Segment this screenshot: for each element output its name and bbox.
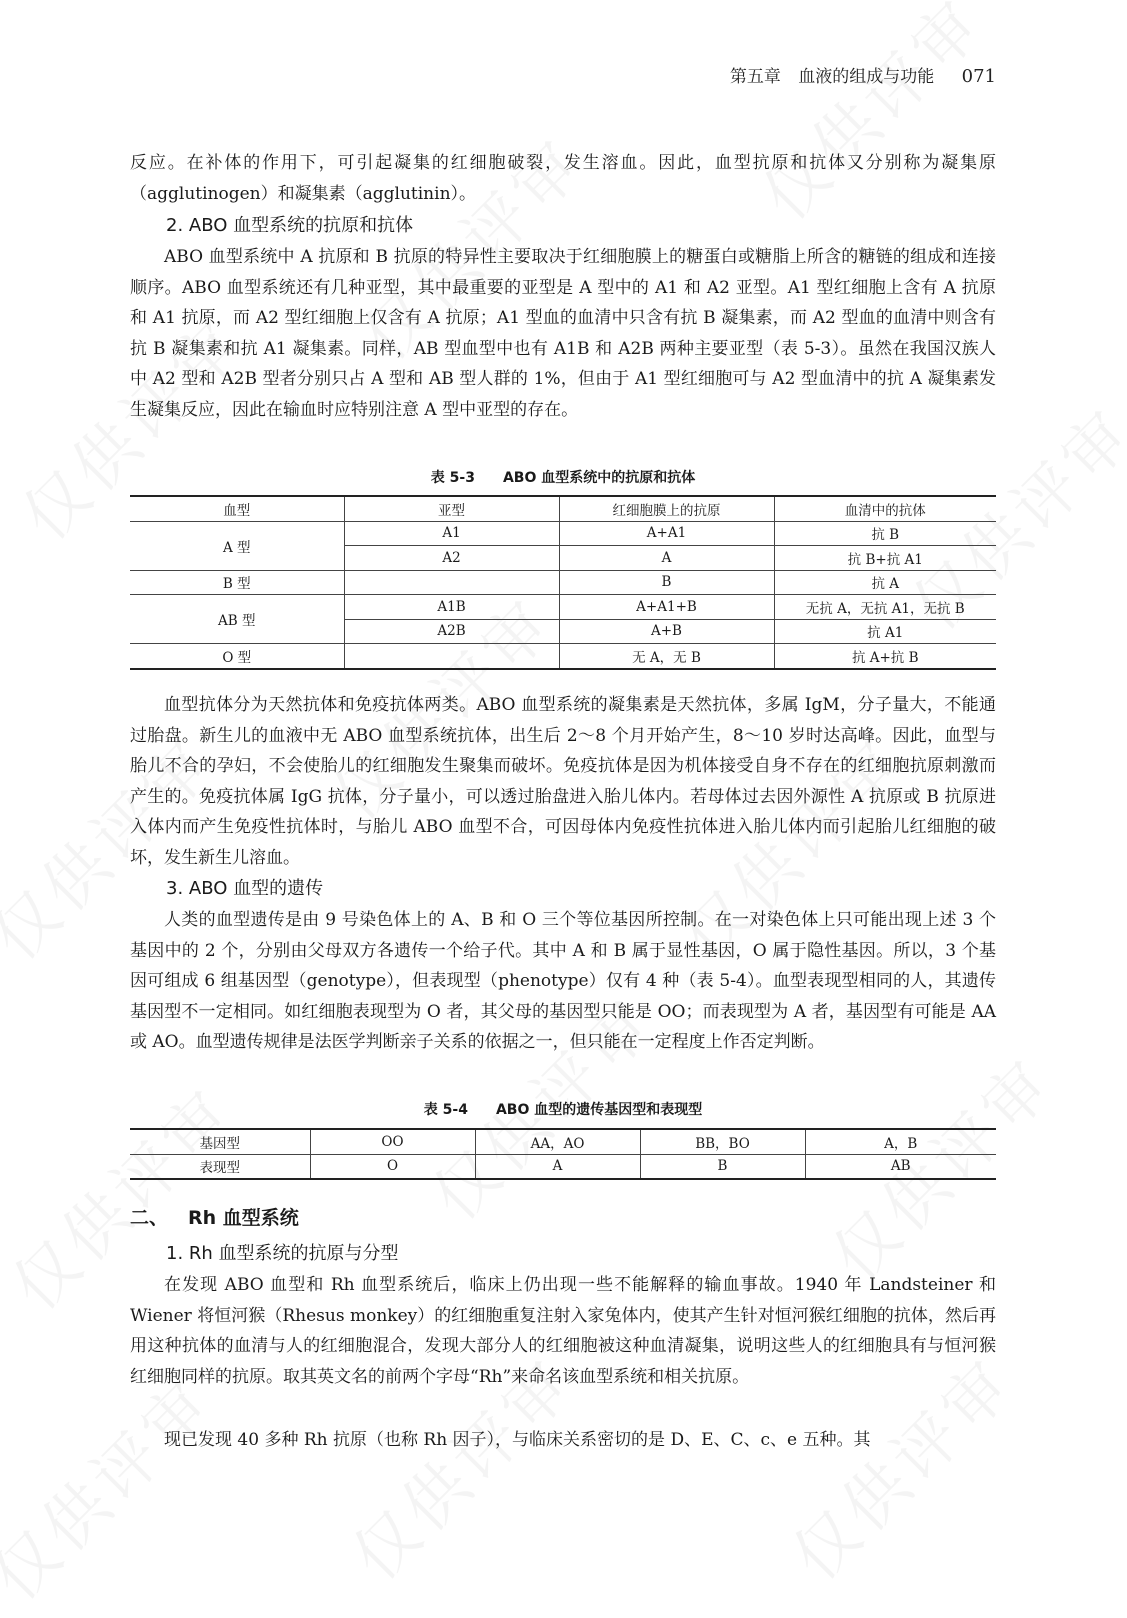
antigen-cell: A <box>559 546 774 571</box>
table-title: ABO 血型的遗传基因型和表现型 <box>495 1102 703 1118</box>
genotype-cell: A，B <box>805 1129 996 1154</box>
subtype-cell: A1 <box>344 521 559 546</box>
antigen-cell: A+A1 <box>559 521 774 546</box>
table-header-row <box>130 496 996 521</box>
section-heading: 3. ABO 血型的遗传 <box>166 878 324 899</box>
paragraph: 现已发现 40 多种 Rh 抗原（也称 Rh 因子），与临床关系密切的是 D、E、C、c、e 五种。其 <box>164 1430 871 1450</box>
watermark-text <box>0 1354 232 1617</box>
antibody-cell: 抗 A+抗 B <box>774 644 996 669</box>
table-row <box>130 570 996 595</box>
chapter-label: 第五章 <box>729 67 781 87</box>
phenotype-cell: A <box>475 1154 640 1179</box>
table-5-3 <box>130 495 996 670</box>
antibody-cell: 抗 B <box>774 521 996 546</box>
table-row <box>130 644 996 669</box>
table-caption <box>130 1098 996 1122</box>
section-number: 二、 <box>130 1207 169 1229</box>
paragraph: 反应。在补体的作用下，可引起凝集的红细胞破裂，发生溶血。因此，血型抗原和抗体又分别称为凝集原（agglutinogen）和凝集素（agglutinin）。 <box>130 153 996 204</box>
blood-type-cell: O 型 <box>130 644 344 669</box>
paragraph: 血型抗体分为天然抗体和免疫抗体两类。ABO 血型系统的凝集素是天然抗体，多属 IgM，分子量大，不能通过胎盘。新生儿的血液中无 ABO 血型系统抗体，出生后 2～8 个月开始产生，8～10 岁时达高峰。因此，血型与胎儿不合的孕妇，不会使胎儿的红细胞发生聚集而破坏。免疫抗体是因为机体接受自身不存在的红细胞抗原刺激而产生的。免疫抗体属 IgG 抗体，分子量小，可以透过胎盘进入胎儿体内。若母体过去因外源性 A 抗原或 B 抗原进入体内而产生免疫性抗体时，与胎儿 ABO 血型不合，可因母体内免疫性抗体进入胎儿体内而引起胎儿红细胞的破坏，发生新生儿溶血。 <box>130 695 996 868</box>
antigen-cell: A+B <box>559 619 774 644</box>
header-cell: 血型 <box>130 496 344 521</box>
running-header <box>130 62 996 87</box>
subtype-cell: A2 <box>344 546 559 571</box>
table-caption <box>130 466 996 490</box>
table-row-phenotype <box>130 1154 996 1179</box>
section-heading: 2. ABO 血型系统的抗原和抗体 <box>166 215 414 236</box>
table-number: 表 5-3 <box>430 470 475 486</box>
blood-type-cell: A 型 <box>130 521 344 570</box>
chapter-title: 血液的组成与功能 <box>798 67 935 87</box>
antibody-cell: 抗 B+抗 A1 <box>774 546 996 571</box>
header-cell: 血清中的抗体 <box>774 496 996 521</box>
antibody-cell: 抗 A <box>774 570 996 595</box>
genotype-cell: BB，BO <box>640 1129 805 1154</box>
phenotype-cell: B <box>640 1154 805 1179</box>
antigen-cell: 无 A，无 B <box>559 644 774 669</box>
table-row <box>130 595 996 620</box>
table-row <box>130 521 996 546</box>
subtype-cell: A2B <box>344 619 559 644</box>
antigen-cell: A+A1+B <box>559 595 774 620</box>
paragraph: ABO 血型系统中 A 抗原和 B 抗原的特异性主要取决于红细胞膜上的糖蛋白或糖脂上所含的糖链的组成和连接顺序。ABO 血型系统还有几种亚型，其中最重要的亚型是 A 型中的 A1 和 A2 亚型。A1 型红细胞上含有 A 抗原和 A1 抗原，而 A2 型红细胞上仅含有 A 抗原；A1 型血的血清中只含有抗 B 凝集素，而 A2 型血的血清中则含有抗 B 凝集素和抗 A1 凝集素。同样，AB 型血型中也有 A1B 和 A2B 两种主要亚型（表 5-3）。虽然在我国汉族人中 A2 型和 A2B 型者分别只占 A 型和 AB 型人群的 1%，但由于 A1 型红细胞可与 A2 型血清中的抗 A 凝集素发生凝集反应，因此在输血时应特别注意 A 型中亚型的存在。 <box>130 247 996 420</box>
subtype-cell <box>344 644 559 669</box>
paragraph: 人类的血型遗传是由 9 号染色体上的 A、B 和 O 三个等位基因所控制。在一对染色体上只可能出现上述 3 个基因中的 2 个，分别由父母双方各遗传一个给子代。其中 A 和 B 属于显性基因，O 属于隐性基因。所以，3 个基因可组成 6 组基因型（genotype），但表现型（phenotype）仅有 4 种（表 5-4）。血型表现型相同的人，其遗传基因型不一定相同。如红细胞表现型为 O 者，其父母的基因型只能是 OO；而表现型为 A 者，基因型有可能是 AA 或 AO。血型遗传规律是法医学判断亲子关系的依据之一，但只能在一定程度上作否定判断。 <box>130 910 996 1052</box>
blood-type-cell: AB 型 <box>130 595 344 644</box>
row-label: 基因型 <box>130 1129 310 1154</box>
chapter-section-heading <box>130 1201 996 1235</box>
paragraph: 在发现 ABO 血型和 Rh 血型系统后，临床上仍出现一些不能解释的输血事故。1940 年 Landsteiner 和 Wiener 将恒河猴（Rhesus monkey）的红细胞重复注射入家兔体内，使其产生针对恒河猴红细胞的抗体，然后再用这种抗体的血清与人的红细胞混合，发现大部分人的红细胞被这种血清凝集，说明这些人的红细胞具有与恒河猴红细胞同样的抗原。取其英文名的前两个字母“Rh”来命名该血型系统和相关抗原。 <box>130 1275 996 1387</box>
genotype-cell: AA，AO <box>475 1129 640 1154</box>
table-number: 表 5-4 <box>423 1102 468 1118</box>
table-title: ABO 血型系统中的抗原和抗体 <box>502 470 696 486</box>
table-5-4 <box>130 1128 996 1180</box>
antibody-cell: 抗 A1 <box>774 619 996 644</box>
page-number: 071 <box>961 66 996 87</box>
table-row-genotype <box>130 1129 996 1154</box>
row-label: 表现型 <box>130 1154 310 1179</box>
subtype-cell <box>344 570 559 595</box>
phenotype-cell: O <box>310 1154 475 1179</box>
header-cell: 红细胞膜上的抗原 <box>559 496 774 521</box>
section-heading: 1. Rh 血型系统的抗原与分型 <box>166 1243 399 1264</box>
section-title: Rh 血型系统 <box>188 1207 299 1229</box>
genotype-cell: OO <box>310 1129 475 1154</box>
subtype-cell: A1B <box>344 595 559 620</box>
phenotype-cell: AB <box>805 1154 996 1179</box>
antigen-cell: B <box>559 570 774 595</box>
header-cell: 亚型 <box>344 496 559 521</box>
antibody-cell: 无抗 A，无抗 A1，无抗 B <box>774 595 996 620</box>
blood-type-cell: B 型 <box>130 570 344 595</box>
